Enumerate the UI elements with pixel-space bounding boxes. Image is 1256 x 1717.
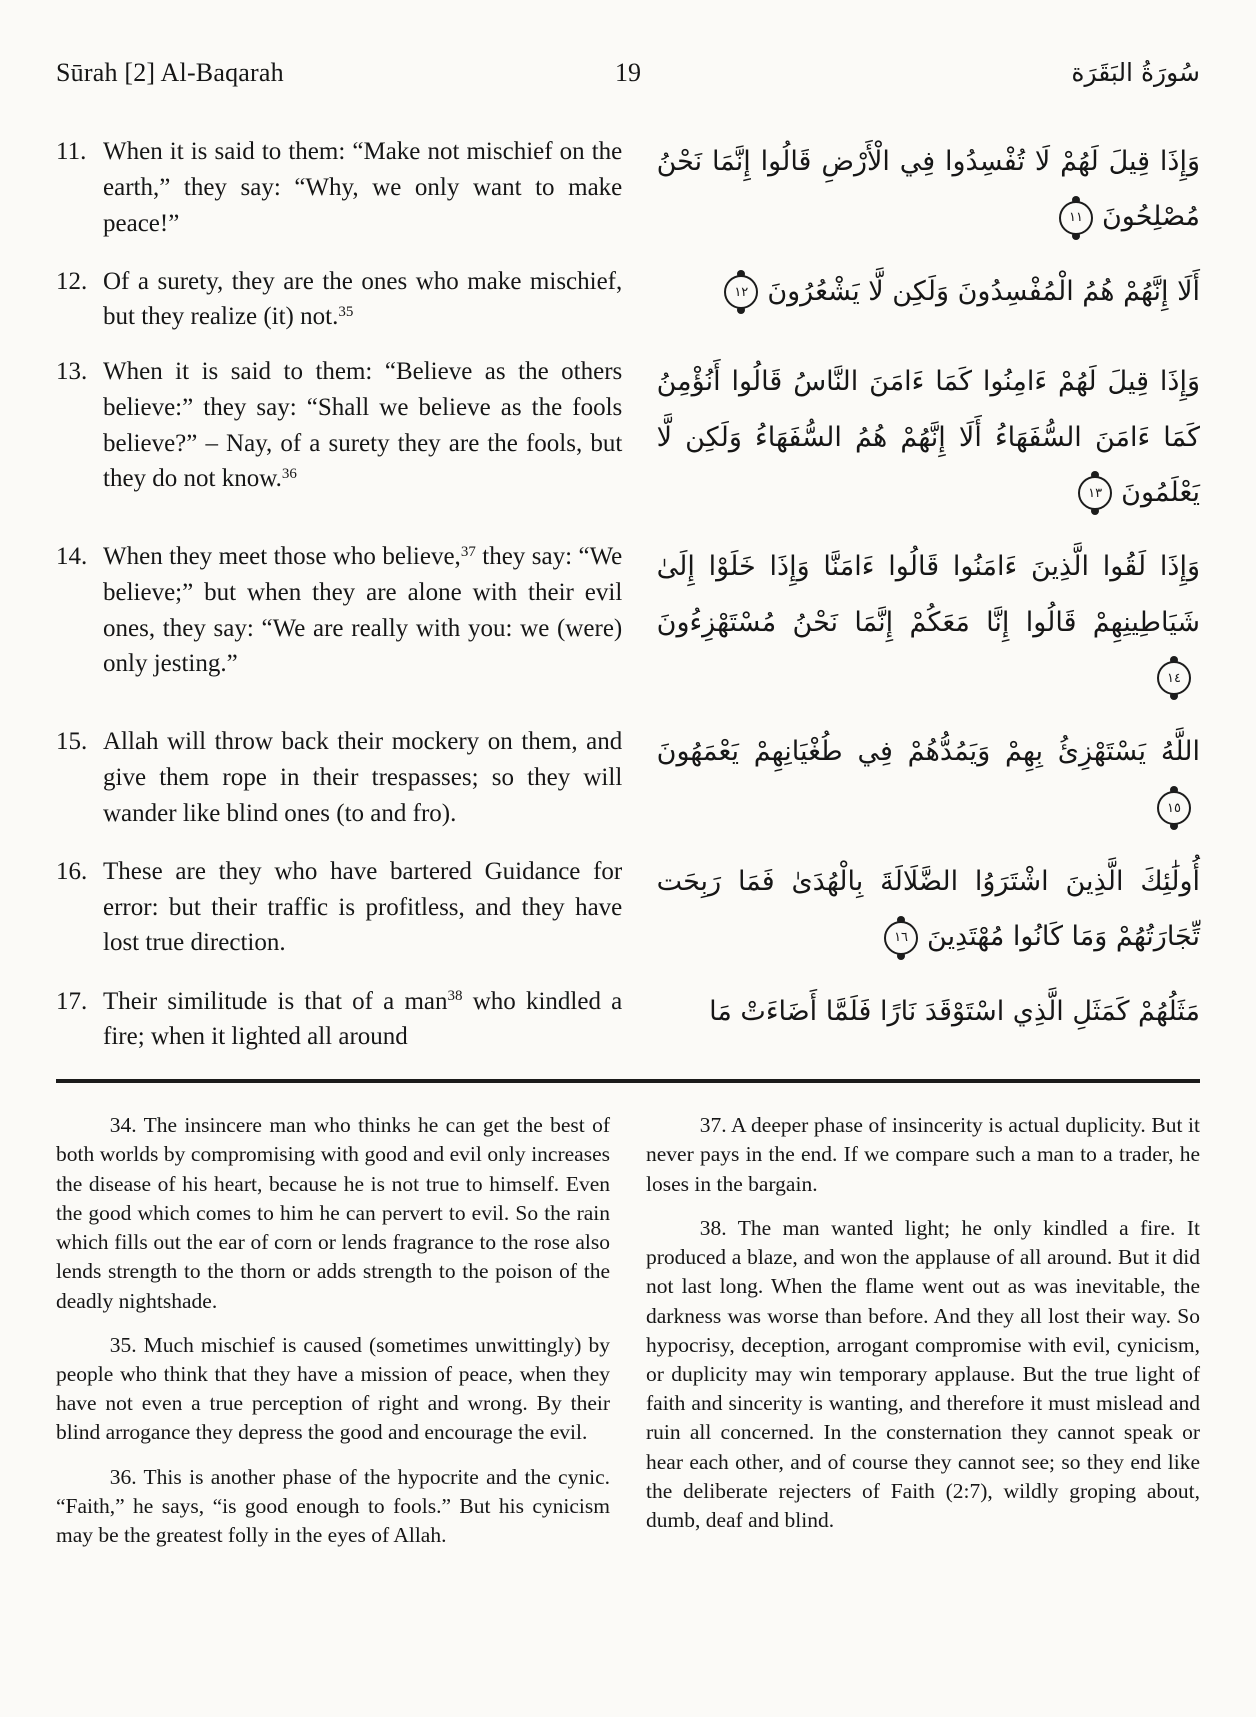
verse-english: [56, 134, 622, 241]
footnote-reference: 38: [447, 988, 463, 1005]
footnote-reference: 36: [281, 466, 297, 483]
verse-row: [56, 354, 1200, 520]
verse-arabic-text: وَإِذَا قِيلَ لَهُمْ لَا تُفْسِدُوا فِي الْأَرْضِ قَالُوا إِنَّمَا نَحْنُ مُصْلِحُونَ: [656, 146, 1200, 233]
verse-english: [56, 854, 622, 961]
verse-number: 12.: [56, 267, 88, 295]
ayah-end-medallion: [1078, 476, 1112, 510]
verse-row: [56, 724, 1200, 835]
verse-english: [56, 354, 622, 497]
footnotes-section: [56, 1111, 1200, 1565]
verse-arabic-text: اللَّهُ يَسْتَهْزِئُ بِهِمْ وَيَمُدُّهُمْ فِي طُغْيَانِهِمْ يَعْمَهُونَ: [656, 736, 1200, 768]
footnote: 36. This is another phase of the hypocrite and the cynic. “Faith,” he says, “is good enough to fools.” But his cynicism may be the greatest folly in the eyes of Allah.: [56, 1464, 610, 1548]
verse-number: 15.: [56, 728, 88, 756]
footnote-divider-rule: [56, 1079, 1200, 1083]
verse-number: 14.: [56, 543, 88, 571]
verse-arabic-text: أَلَا إِنَّهُمْ هُمُ الْمُفْسِدُونَ وَلَكِن لَّا يَشْعُرُونَ: [767, 275, 1200, 307]
ayah-number: ١٦: [894, 930, 909, 946]
page-header: [56, 58, 1200, 88]
verse-number: 13.: [56, 358, 88, 386]
verse-english-text: Of a surety, they are the ones who make mischief, but they realize (it) not.: [103, 267, 623, 331]
ayah-number: ١٥: [1167, 800, 1181, 816]
verse-number: 17.: [56, 987, 88, 1015]
verse-english-text: Their similitude is that of a man: [103, 987, 448, 1015]
ayah-number: ١١: [1068, 210, 1083, 226]
verse-english: [56, 539, 622, 682]
verse-english: [56, 724, 622, 831]
footnotes-left-column: [56, 1111, 610, 1565]
verse-row: [56, 264, 1200, 336]
verse-arabic: [657, 724, 1200, 835]
ayah-number: ١٤: [1167, 670, 1181, 686]
footnotes-right-column: [646, 1111, 1200, 1565]
ayah-number: ١٣: [1088, 485, 1103, 501]
ayah-end-medallion: [724, 275, 758, 309]
footnote: 34. The insincere man who thinks he can get the best of both worlds by compromising with good and evil only increases the disease of his heart, because he is not true to himself. Even the good which comes to him he can pervert to evil. So the rain which fills out the ear of corn or lends fragrance to the rose also lends strength to the thorn or adds strength to the poison of the deadly nightshade.: [56, 1113, 610, 1313]
verse-english-text: These are they who have bartered Guidance for error: but their traffic is profitless, and they have lost true direction.: [103, 857, 623, 957]
verse-arabic-text: وَإِذَا قِيلَ لَهُمْ ءَامِنُوا كَمَا ءَامَنَ النَّاسُ قَالُوا أَنُؤْمِنُ كَمَا ءَامَنَ السُّفَهَاءُ أَلَا إِنَّهُمْ هُمُ السُّفَهَاءُ وَلَكِن لَّا يَعْلَمُونَ: [656, 366, 1200, 508]
verse-arabic-text: وَإِذَا لَقُوا الَّذِينَ ءَامَنُوا قَالُوا ءَامَنَّا وَإِذَا خَلَوْا إِلَىٰ شَيَاطِينِهِمْ قَالُوا إِنَّا مَعَكُمْ إِنَّمَا نَحْنُ مُسْتَهْزِءُونَ: [656, 551, 1200, 638]
verse-row: [56, 539, 1200, 705]
verse-arabic: [657, 264, 1200, 319]
verse-arabic: [657, 539, 1200, 705]
footnote-reference: 37: [460, 543, 476, 560]
ayah-end-medallion: [884, 921, 918, 955]
verses-section: [56, 134, 1200, 1055]
ayah-end-medallion: [1059, 201, 1093, 235]
footnote: 35. Much mischief is caused (sometimes unwittingly) by people who think that they have a mission of peace, when they have not even a true perception of right and wrong. By their blind arrogance they depress the good and encourage the evil.: [56, 1332, 610, 1445]
verse-english-text-continued: they say: “We believe;” but when they are alone with their evil ones, they say: “We are really with you: we (were) only jesting.”: [103, 543, 623, 678]
verse-arabic: [657, 354, 1200, 520]
verse-english-text: When it is said to them: “Believe as the others believe:” they say: “Shall we believe as the fools believe?” – Nay, of a surety they are the fools, but they do not know.: [103, 358, 623, 493]
footnote: 38. The man wanted light; he only kindled a fire. It produced a blaze, and won the applause of all around. But it did not last long. When the flame went out as was inevitable, the darkness was worse than before. And they all lost their way. So hypocrisy, deception, arrogant compromise with evil, cynicism, or duplicity may win temporary applause. But the true light of faith and sincerity is wanting, and therefore it must mislead and ruin all concerned. In the consternation they cannot speak or hear each other, and of course they cannot see; so they end like the deliberate rejecters of Faith (2:7), wildly groping about, dumb, deaf and blind.: [646, 1215, 1200, 1533]
verse-row: [56, 984, 1200, 1056]
ayah-end-medallion: [1157, 791, 1191, 825]
ayah-end-medallion: [1157, 661, 1191, 695]
verse-arabic: [657, 134, 1200, 245]
verse-arabic: [657, 984, 1200, 1039]
verse-arabic-text: مَثَلُهُمْ كَمَثَلِ الَّذِي اسْتَوْقَدَ نَارًا فَلَمَّا أَضَاءَتْ مَا: [709, 995, 1200, 1027]
verse-english-text: When it is said to them: “Make not mischief on the earth,” they say: “Why, we only want to make peace!”: [103, 138, 623, 237]
verse-row: [56, 134, 1200, 245]
verse-arabic-text: أُولَٰئِكَ الَّذِينَ اشْتَرَوُا الضَّلَالَةَ بِالْهُدَىٰ فَمَا رَبِحَت تِّجَارَتُهُمْ وَمَا كَانُوا مُهْتَدِينَ: [656, 865, 1200, 953]
footnote: 37. A deeper phase of insincerity is actual duplicity. But it never pays in the end. If we compare such a man to a trader, he loses in the bargain.: [646, 1113, 1200, 1196]
page-number: 19: [615, 58, 641, 87]
verse-english-text: Allah will throw back their mockery on them, and give them rope in their trespasses; so they will wander like blind ones (to and fro).: [103, 728, 623, 827]
verse-row: [56, 854, 1200, 965]
ayah-number: ١٢: [734, 284, 749, 300]
surah-title-arabic: سُورَةُ البَقَرَة: [1071, 58, 1200, 87]
verse-english: [56, 984, 622, 1056]
book-page: [56, 58, 1200, 1565]
verse-number: 11.: [56, 138, 87, 165]
verse-english: [56, 264, 622, 336]
verse-english-text: When they meet those who believe,: [103, 543, 461, 571]
surah-title-english: Sūrah [2] Al-Baqarah: [56, 58, 284, 87]
verse-number: 16.: [56, 857, 88, 885]
footnote-reference: 35: [338, 304, 354, 321]
verse-arabic: [657, 854, 1200, 965]
verse-english-text-continued: who kindled a fire; when it lighted all around: [103, 987, 623, 1051]
